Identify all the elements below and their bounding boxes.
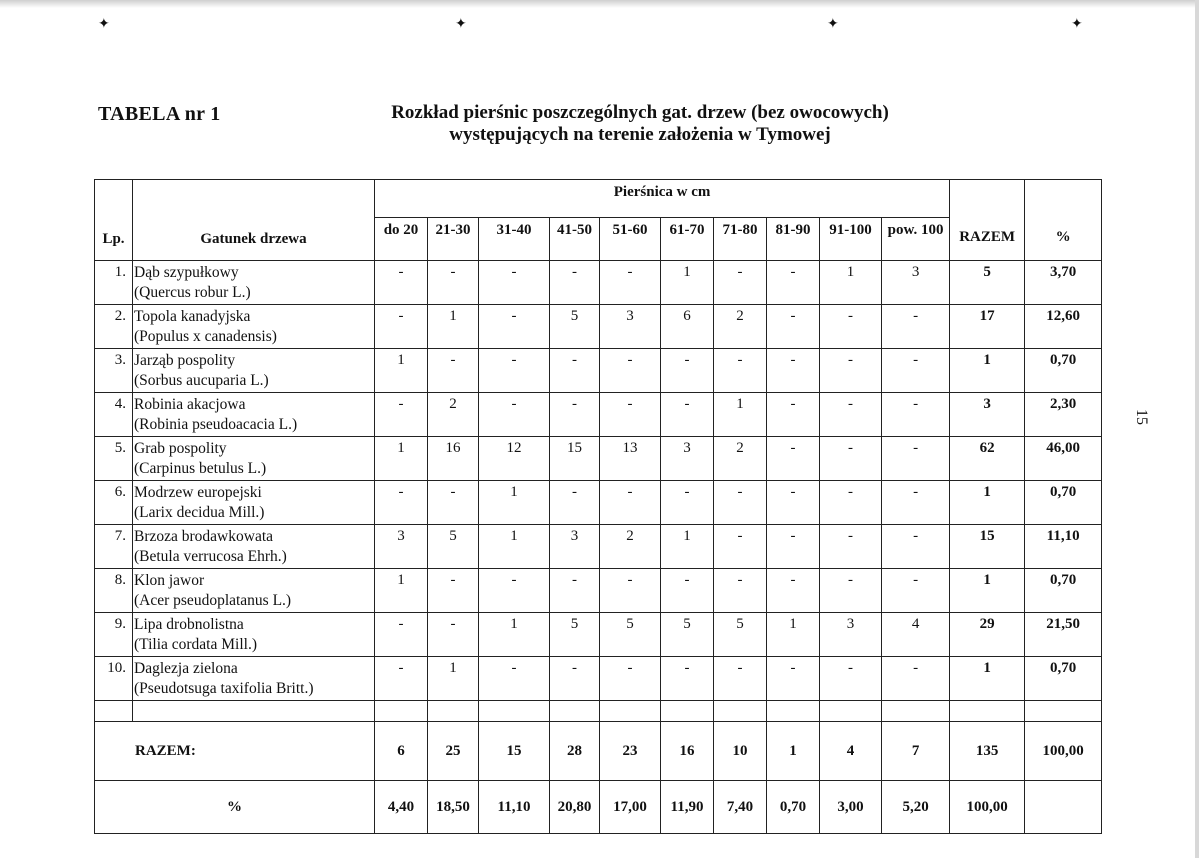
percent-row-label: % [95, 781, 375, 834]
species-latin: (Tilia cordata Mill.) [134, 636, 257, 653]
sum-row-label: RAZEM: [95, 722, 375, 781]
species-name: Brzoza brodawkowata [134, 528, 274, 545]
value-cell: 1 [767, 613, 820, 657]
value-cell: 2 [600, 525, 661, 569]
value-cell: - [820, 437, 882, 481]
percent-row-value: 5,20 [882, 781, 950, 834]
registration-mark-4: ✦ [1071, 17, 1083, 32]
percent-row-value: 7,40 [714, 781, 767, 834]
value-cell: - [550, 569, 600, 613]
percent-row-value: 4,40 [375, 781, 428, 834]
value-cell: - [600, 657, 661, 701]
percent-row-value: 11,90 [661, 781, 714, 834]
value-cell: 1 [479, 613, 550, 657]
spacer-cell [950, 701, 1025, 722]
col-header-class: pow. 100 [882, 218, 950, 261]
percent-row-value: 0,70 [767, 781, 820, 834]
species-latin: (Acer pseudoplatanus L.) [134, 592, 292, 609]
value-cell: 1 [661, 261, 714, 305]
species-cell [133, 481, 375, 525]
sum-row-value: 1 [767, 722, 820, 781]
value-cell: 6 [661, 305, 714, 349]
value-cell: - [600, 393, 661, 437]
value-cell: - [375, 261, 428, 305]
sum-row-value: 23 [600, 722, 661, 781]
total-cell: 3 [950, 393, 1025, 437]
value-cell: - [820, 657, 882, 701]
value-cell: 3 [661, 437, 714, 481]
value-cell: 5 [661, 613, 714, 657]
value-cell: - [428, 569, 479, 613]
row-number: 10. [95, 657, 133, 701]
percent-row-value: 11,10 [479, 781, 550, 834]
species-cell [133, 569, 375, 613]
value-cell: 5 [550, 305, 600, 349]
table-row [95, 437, 1102, 481]
value-cell: 5 [600, 613, 661, 657]
table-row [95, 569, 1102, 613]
value-cell: - [479, 569, 550, 613]
species-cell [133, 437, 375, 481]
spacer-cell [661, 701, 714, 722]
table-row [95, 481, 1102, 525]
value-cell: - [767, 305, 820, 349]
value-cell: - [882, 437, 950, 481]
value-cell: - [767, 261, 820, 305]
value-cell: 4 [882, 613, 950, 657]
row-number: 2. [95, 305, 133, 349]
value-cell: 2 [428, 393, 479, 437]
value-cell: 3 [882, 261, 950, 305]
species-cell [133, 525, 375, 569]
value-cell: - [479, 261, 550, 305]
percent-cell: 0,70 [1025, 657, 1102, 701]
row-number: 3. [95, 349, 133, 393]
species-cell [133, 349, 375, 393]
table-row [95, 261, 1102, 305]
species-latin: (Carpinus betulus L.) [134, 460, 267, 477]
percent-cell: 2,30 [1025, 393, 1102, 437]
value-cell: - [820, 393, 882, 437]
percent-row-value: 17,00 [600, 781, 661, 834]
species-name: Dąb szypułkowy [134, 264, 239, 281]
value-cell: 1 [428, 305, 479, 349]
value-cell: - [479, 349, 550, 393]
value-cell: - [767, 525, 820, 569]
col-header-class: 61-70 [661, 218, 714, 261]
value-cell: - [661, 393, 714, 437]
value-cell: - [600, 349, 661, 393]
species-cell [133, 613, 375, 657]
species-cell [133, 305, 375, 349]
species-name: Grab pospolity [134, 440, 227, 457]
sum-row-value: 4 [820, 722, 882, 781]
total-cell: 1 [950, 657, 1025, 701]
sum-row-value: 16 [661, 722, 714, 781]
percent-cell: 0,70 [1025, 481, 1102, 525]
percent-row-value: 18,50 [428, 781, 479, 834]
value-cell: - [428, 481, 479, 525]
value-cell: - [479, 305, 550, 349]
value-cell: - [882, 481, 950, 525]
value-cell: - [820, 349, 882, 393]
col-header-class: 51-60 [600, 218, 661, 261]
value-cell: - [767, 437, 820, 481]
value-cell: - [428, 349, 479, 393]
value-cell: 1 [375, 569, 428, 613]
scan-top-edge [0, 0, 1199, 8]
value-cell: - [767, 393, 820, 437]
value-cell: - [767, 569, 820, 613]
table-row [95, 393, 1102, 437]
value-cell: - [661, 481, 714, 525]
species-name: Robinia akacjowa [134, 396, 246, 413]
value-cell: - [550, 261, 600, 305]
value-cell: - [714, 569, 767, 613]
percent-row-value: 3,00 [820, 781, 882, 834]
value-cell: - [820, 481, 882, 525]
sum-row-value: 6 [375, 722, 428, 781]
value-cell: - [882, 305, 950, 349]
value-cell: - [479, 657, 550, 701]
value-cell: 5 [550, 613, 600, 657]
species-name: Modrzew europejski [134, 484, 262, 501]
value-cell: - [882, 569, 950, 613]
value-cell: - [820, 305, 882, 349]
table-label: TABELA nr 1 [98, 103, 221, 125]
value-cell: - [714, 261, 767, 305]
total-cell: 1 [950, 349, 1025, 393]
value-cell: 2 [714, 305, 767, 349]
value-cell: - [479, 393, 550, 437]
col-header-lp: Lp. [95, 180, 133, 261]
percent-row-percent [1025, 781, 1102, 834]
col-header-class: 31-40 [479, 218, 550, 261]
total-cell: 1 [950, 569, 1025, 613]
total-cell: 5 [950, 261, 1025, 305]
spacer-cell [882, 701, 950, 722]
spacer-cell [428, 701, 479, 722]
row-number: 1. [95, 261, 133, 305]
group-header-dbh: Pierśnica w cm [375, 180, 950, 218]
page-number: 15 [1133, 409, 1150, 425]
value-cell: - [375, 481, 428, 525]
value-cell: 13 [600, 437, 661, 481]
value-cell: 16 [428, 437, 479, 481]
total-cell: 17 [950, 305, 1025, 349]
scan-right-edge [1195, 0, 1199, 858]
value-cell: - [600, 569, 661, 613]
total-cell: 1 [950, 481, 1025, 525]
value-cell: - [661, 657, 714, 701]
value-cell: 3 [375, 525, 428, 569]
spacer-cell [550, 701, 600, 722]
value-cell: 12 [479, 437, 550, 481]
row-number: 8. [95, 569, 133, 613]
sum-row-value: 7 [882, 722, 950, 781]
value-cell: - [428, 613, 479, 657]
table-row [95, 349, 1102, 393]
species-name: Jarząb pospolity [134, 352, 236, 369]
species-latin: (Larix decidua Mill.) [134, 504, 265, 521]
col-header-class: 81-90 [767, 218, 820, 261]
value-cell: 1 [479, 481, 550, 525]
value-cell: - [714, 481, 767, 525]
dbh-distribution-table [94, 179, 1102, 834]
value-cell: 1 [428, 657, 479, 701]
value-cell: - [375, 657, 428, 701]
value-cell: - [714, 657, 767, 701]
value-cell: 5 [428, 525, 479, 569]
value-cell: - [600, 481, 661, 525]
table-row [95, 525, 1102, 569]
value-cell: - [550, 349, 600, 393]
title-line-1: Rozkład pierśnic poszczególnych gat. drzew (bez owocowych) [391, 102, 889, 123]
col-header-class: 91-100 [820, 218, 882, 261]
sum-row-value: 28 [550, 722, 600, 781]
row-number: 4. [95, 393, 133, 437]
value-cell: - [661, 349, 714, 393]
value-cell: - [550, 657, 600, 701]
value-cell: - [550, 481, 600, 525]
percent-row-total: 100,00 [950, 781, 1025, 834]
percent-row-value: 20,80 [550, 781, 600, 834]
species-latin: (Pseudotsuga taxifolia Britt.) [134, 680, 314, 697]
value-cell: 1 [714, 393, 767, 437]
percent-cell: 46,00 [1025, 437, 1102, 481]
value-cell: - [820, 569, 882, 613]
value-cell: 1 [820, 261, 882, 305]
value-cell: - [882, 349, 950, 393]
value-cell: - [375, 613, 428, 657]
species-latin: (Robinia pseudoacacia L.) [134, 416, 298, 433]
title-line-2: występujących na terenie założenia w Tymowej [449, 124, 831, 145]
spacer-cell [133, 701, 375, 722]
col-header-total: RAZEM [950, 180, 1025, 261]
registration-mark-2: ✦ [455, 17, 467, 32]
spacer-row [95, 701, 1102, 722]
value-cell: - [882, 393, 950, 437]
value-cell: 2 [714, 437, 767, 481]
row-number: 6. [95, 481, 133, 525]
total-cell: 15 [950, 525, 1025, 569]
percent-cell: 11,10 [1025, 525, 1102, 569]
value-cell: - [600, 261, 661, 305]
value-cell: 3 [820, 613, 882, 657]
total-cell: 62 [950, 437, 1025, 481]
value-cell: 3 [600, 305, 661, 349]
sum-row [95, 722, 1102, 781]
sum-row-value: 25 [428, 722, 479, 781]
sum-row-total: 135 [950, 722, 1025, 781]
percent-cell: 0,70 [1025, 349, 1102, 393]
value-cell: - [375, 393, 428, 437]
row-number: 7. [95, 525, 133, 569]
value-cell: - [550, 393, 600, 437]
percent-cell: 3,70 [1025, 261, 1102, 305]
sum-row-value: 10 [714, 722, 767, 781]
percent-cell: 12,60 [1025, 305, 1102, 349]
value-cell: 15 [550, 437, 600, 481]
percent-row [95, 781, 1102, 834]
value-cell: - [767, 349, 820, 393]
value-cell: 1 [479, 525, 550, 569]
sum-row-percent: 100,00 [1025, 722, 1102, 781]
col-header-class: 71-80 [714, 218, 767, 261]
value-cell: - [661, 569, 714, 613]
spacer-cell [479, 701, 550, 722]
col-header-class: 21-30 [428, 218, 479, 261]
spacer-cell [767, 701, 820, 722]
species-name: Daglezja zielona [134, 660, 238, 677]
spacer-cell [820, 701, 882, 722]
value-cell: 1 [661, 525, 714, 569]
col-header-species: Gatunek drzewa [133, 180, 375, 261]
value-cell: 1 [375, 349, 428, 393]
value-cell: - [428, 261, 479, 305]
spacer-cell [714, 701, 767, 722]
species-latin: (Populus x canadensis) [134, 328, 277, 345]
row-number: 5. [95, 437, 133, 481]
table-row [95, 657, 1102, 701]
species-cell [133, 657, 375, 701]
value-cell: 5 [714, 613, 767, 657]
spacer-cell [600, 701, 661, 722]
table-row [95, 613, 1102, 657]
sum-row-value: 15 [479, 722, 550, 781]
species-name: Klon jawor [134, 572, 205, 589]
value-cell: - [714, 349, 767, 393]
value-cell: - [767, 481, 820, 525]
value-cell: - [820, 525, 882, 569]
value-cell: 3 [550, 525, 600, 569]
total-cell: 29 [950, 613, 1025, 657]
row-number: 9. [95, 613, 133, 657]
col-header-pct: % [1025, 180, 1102, 261]
spacer-cell [95, 701, 133, 722]
col-header-class: do 20 [375, 218, 428, 261]
col-header-class: 41-50 [550, 218, 600, 261]
species-latin: (Betula verrucosa Ehrh.) [134, 548, 287, 565]
species-name: Topola kanadyjska [134, 308, 251, 325]
species-name: Lipa drobnolistna [134, 616, 244, 633]
species-latin: (Sorbus aucuparia L.) [134, 372, 269, 389]
registration-mark-1: ✦ [98, 17, 110, 32]
value-cell: - [767, 657, 820, 701]
value-cell: 1 [375, 437, 428, 481]
species-cell [133, 261, 375, 305]
percent-cell: 0,70 [1025, 569, 1102, 613]
spacer-cell [375, 701, 428, 722]
species-cell [133, 393, 375, 437]
registration-mark-3: ✦ [827, 17, 839, 32]
value-cell: - [882, 525, 950, 569]
value-cell: - [375, 305, 428, 349]
document-title [360, 102, 920, 146]
spacer-cell [1025, 701, 1102, 722]
value-cell: - [714, 525, 767, 569]
table-row [95, 305, 1102, 349]
species-latin: (Quercus robur L.) [134, 284, 251, 301]
value-cell: - [882, 657, 950, 701]
percent-cell: 21,50 [1025, 613, 1102, 657]
